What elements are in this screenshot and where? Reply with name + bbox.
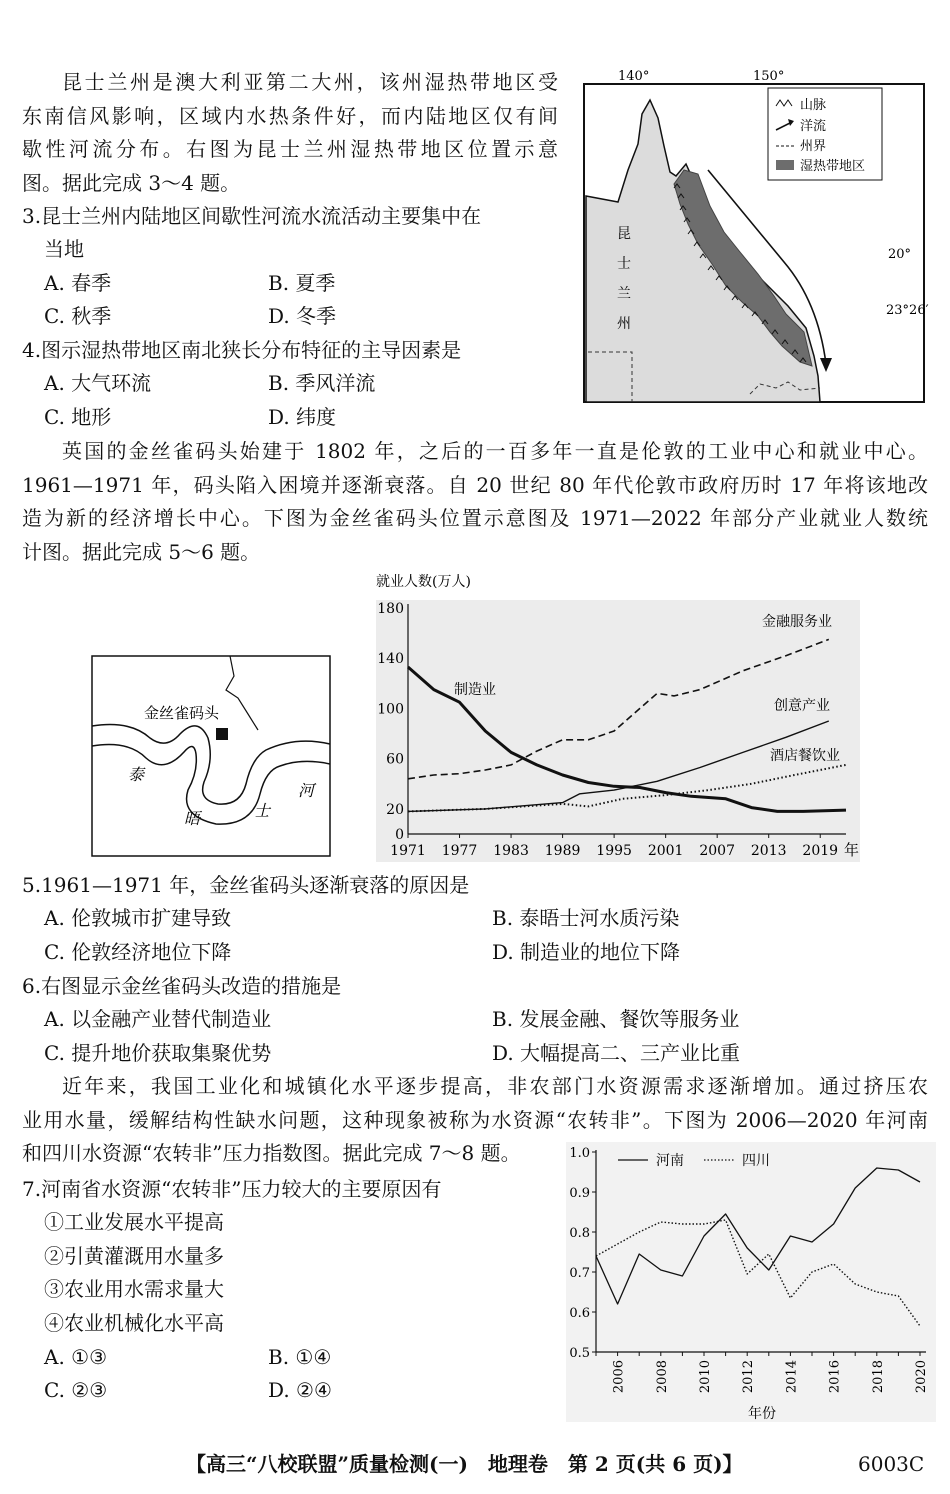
chart2-ytick-label: 0.6 [569, 1306, 590, 1321]
region-char-2: 士 [617, 256, 631, 272]
q6-stem: 6.右图显示金丝雀码头改造的措施是 [22, 974, 342, 998]
intro-paragraph-1 [22, 66, 558, 200]
q7-statement-4: ④农业机械化水平高 [44, 1311, 224, 1335]
employment-chart [368, 572, 868, 864]
q7-option-b[interactable]: B. ①④ [268, 1345, 332, 1369]
intro3-line-2: 业用水量，缓解结构性缺水问题，这种现象被称为水资源“农转非”。下图为 2006—2020 年河南 [22, 1107, 928, 1132]
q7-option-c[interactable]: C. ②③ [44, 1378, 108, 1402]
q6-option-c[interactable]: C. 提升地价获取集聚优势 [44, 1041, 272, 1065]
q7-option-d[interactable]: D. ②④ [268, 1378, 332, 1402]
chart1-ytick-label: 0 [395, 827, 404, 843]
chart1-xtick-label: 1983 [493, 843, 529, 859]
river-char-4: 河 [298, 781, 315, 800]
chart1-ytick-label: 140 [377, 651, 404, 668]
chart1-xtick-label: 1989 [544, 843, 581, 859]
chart2-xtick-label: 2008 [654, 1360, 670, 1394]
legend-mountain-label: 山脉 [800, 98, 827, 113]
label-finance: 金融服务业 [762, 614, 832, 630]
q4-option-c[interactable]: C. 地形 [44, 405, 112, 429]
queensland-map [570, 66, 940, 408]
q3-option-d[interactable]: D. 冬季 [268, 304, 337, 328]
chart1-ytick-label: 20 [386, 801, 404, 818]
q3-option-a[interactable]: A. 春季 [44, 271, 112, 295]
intro3-line-1: 近年来，我国工业化和城镇化水平逐步提高，非农部门水资源需求逐渐增加。通过挤压农 [62, 1074, 928, 1098]
intro2-line-3: 造为新的经济增长中心。下图为金丝雀码头位置示意图及 1971—2022 年部分产业就业人数统 [22, 506, 928, 530]
q3-option-c[interactable]: C. 秋季 [44, 304, 112, 328]
lon-150-label: 150° [753, 69, 785, 84]
chart1-xtick-label: 2001 [647, 843, 684, 859]
q5-option-c[interactable]: C. 伦敦经济地位下降 [44, 940, 232, 964]
q3-stem: 3.昆士兰州内陆地区间歇性河流水流活动主要集中在 [22, 204, 482, 228]
chart1-ytick-label: 100 [377, 701, 404, 718]
q5-option-d[interactable]: D. 制造业的地位下降 [492, 940, 681, 964]
chart2-xtick-label: 2006 [611, 1360, 627, 1394]
q4-option-a[interactable]: A. 大气环流 [44, 371, 152, 395]
chart2-ytick-label: 1.0 [569, 1146, 590, 1161]
wharf-label: 金丝雀码头 [144, 704, 220, 722]
region-char-3: 兰 [617, 286, 631, 302]
chart1-ytick-label: 60 [386, 751, 404, 768]
canary-wharf-marker-icon [216, 728, 228, 740]
chart1-x-unit: 年 [844, 841, 860, 859]
chart2-x-axis-label: 年份 [748, 1406, 776, 1422]
chart2-xtick-label: 2020 [914, 1360, 929, 1394]
canary-wharf-map [90, 654, 334, 860]
intro1-line-4: 图。据此完成 3～4 题。 [22, 170, 241, 195]
chart2-ytick-label: 0.8 [569, 1226, 590, 1241]
chart1-xtick-label: 1977 [441, 843, 478, 859]
legend-sichuan-label: 四川 [742, 1153, 770, 1169]
q6-option-a[interactable]: A. 以金融产业替代制造业 [44, 1007, 272, 1031]
q4-option-b[interactable]: B. 季风洋流 [268, 371, 376, 395]
footer-code: 6003C [858, 1452, 925, 1476]
intro2-line-2: 1961—1971 年，码头陷入困境并逐渐衰落。自 20 世纪 80 年代伦敦市政府历时 17 年将该地改 [22, 472, 928, 497]
label-creative: 创意产业 [774, 698, 830, 714]
q5-stem: 5.1961—1971 年，金丝雀码头逐渐衰落的原因是 [22, 873, 470, 897]
map-legend [768, 88, 882, 180]
chart1-xtick-label: 2013 [750, 843, 787, 859]
chart2-xtick-label: 2014 [784, 1360, 800, 1394]
lon-140-label: 140° [618, 69, 650, 84]
intro1-line-3: 歇性河流分布。右图为昆士兰州湿热带地区位置示意 [22, 137, 558, 161]
lat-2326-label: 23°26′ [886, 303, 929, 318]
q4-stem: 4.图示湿热带地区南北狭长分布特征的主导因素是 [22, 338, 462, 362]
chart2-xtick-label: 2012 [741, 1360, 757, 1394]
chart2-ytick-label: 0.9 [569, 1186, 590, 1201]
legend-wet-tropics-icon [776, 160, 794, 170]
chart1-xtick-label: 1971 [390, 843, 426, 859]
chart1-xtick-label: 2019 [802, 843, 839, 859]
intro2-line-4: 计图。据此完成 5～6 题。 [22, 539, 261, 564]
label-hospitality: 酒店餐饮业 [770, 748, 840, 764]
chart1-xtick-label: 2007 [699, 843, 735, 859]
river-char-1: 泰 [128, 765, 145, 784]
pressure-index-chart [562, 1138, 940, 1426]
q6-option-d[interactable]: D. 大幅提高二、三产业比重 [492, 1041, 741, 1065]
chart1-background [376, 600, 860, 862]
chart1-y-axis-label: 就业人数(万人) [376, 574, 471, 590]
chart2-ytick-label: 0.7 [569, 1266, 590, 1281]
region-char-4: 州 [617, 316, 631, 332]
q4-option-d[interactable]: D. 纬度 [268, 405, 337, 429]
intro-paragraph-2 [22, 435, 928, 569]
chart2-ytick-label: 0.5 [569, 1346, 590, 1361]
label-manufacturing: 制造业 [454, 682, 496, 698]
chart1-xtick-label: 1995 [596, 843, 632, 859]
q7-stem: 7.河南省水资源“农转非”压力较大的主要原因有 [22, 1177, 442, 1201]
intro3-line-3: 和四川水资源“农转非”压力指数图。据此完成 7～8 题。 [22, 1141, 521, 1165]
intro2-line-1: 英国的金丝雀码头始建于 1802 年，之后的一百多年一直是伦敦的工业中心和就业中心。 [62, 439, 928, 463]
q6-option-b[interactable]: B. 发展金融、餐饮等服务业 [492, 1007, 740, 1031]
q3-stem-cont: 当地 [44, 237, 84, 261]
legend-henan-label: 河南 [656, 1153, 684, 1169]
q5-option-b[interactable]: B. 泰晤士河水质污染 [492, 906, 680, 930]
legend-current-label: 洋流 [800, 119, 827, 134]
footer-title: 【高三“八校联盟”质量检测(一) 地理卷 第 2 页(共 6 页)】 [186, 1452, 743, 1476]
chart2-xtick-label: 2010 [698, 1360, 713, 1394]
river-char-3: 士 [254, 801, 271, 820]
q5-option-a[interactable]: A. 伦敦城市扩建导致 [44, 906, 232, 930]
chart1-ytick-label: 180 [377, 601, 404, 617]
q3-option-b[interactable]: B. 夏季 [268, 271, 336, 295]
lat-20-label: 20° [888, 247, 912, 262]
intro1-line-2: 东南信风影响，区域内水热条件好，而内陆地区仅有间 [22, 103, 558, 128]
region-char-1: 昆 [617, 226, 631, 242]
intro1-line-1: 昆士兰州是澳大利亚第二大州，该州湿热带地区受 [62, 70, 558, 94]
river-char-2: 晤 [184, 809, 201, 828]
legend-wet-tropics-label: 湿热带地区 [800, 159, 866, 174]
chart2-xtick-label: 2016 [827, 1360, 843, 1394]
q7-statement-2: ②引黄灌溉用水量多 [44, 1244, 224, 1268]
q7-option-a[interactable]: A. ①③ [44, 1345, 108, 1369]
legend-border-label: 州界 [800, 139, 827, 154]
q7-statement-3: ③农业用水需求量大 [44, 1277, 224, 1301]
q7-statement-1: ①工业发展水平提高 [44, 1210, 224, 1234]
chart2-xtick-label: 2018 [870, 1360, 886, 1394]
